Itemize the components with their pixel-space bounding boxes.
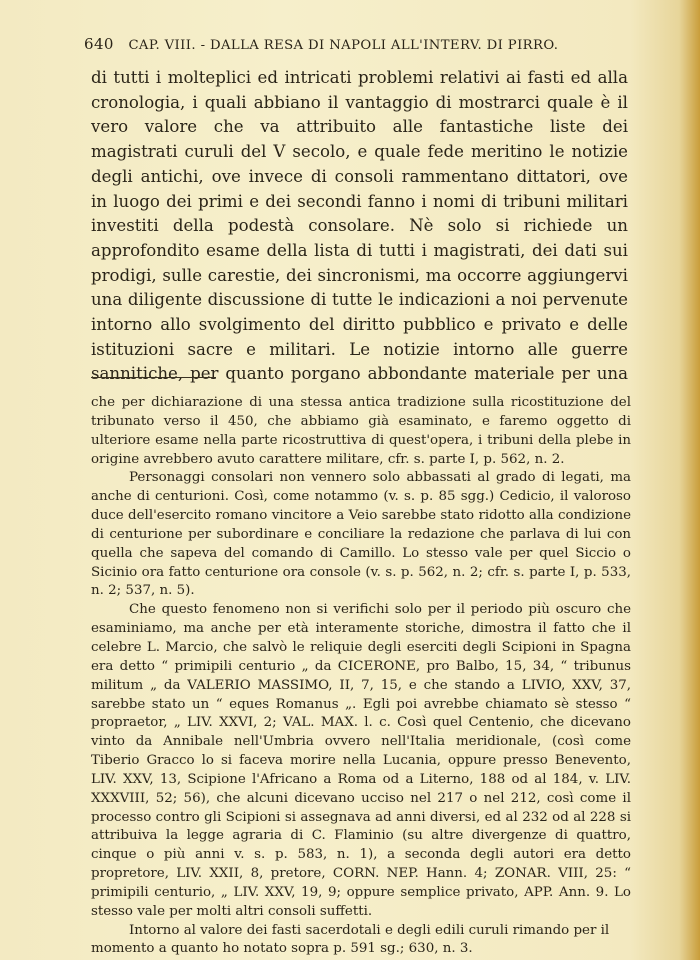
running-title: CAP. VIII. - DALLA RESA DI NAPOLI ALL'INTERV. DI PIRRO. bbox=[128, 38, 559, 53]
page-number: 640 bbox=[84, 35, 114, 53]
footnote-separator bbox=[91, 377, 216, 378]
footnote-paragraph: Personaggi consolari non vennero solo abbassati al grado di legati, ma anche di centurioni. Così, come notammo (v. s. p. 85 sgg.) Cedicio, il valoroso duce dell'esercito romano vincitore a Veio sarebbe stato ridotto alla condizione di centurione per subordinare e conciliare la redazione che parlava di lui con quella che sapeva del comando di Camillo. Lo stesso vale per quel Siccio o Sicinio ora fatto centurione ora console (v. s. p. 562, n. 2; cfr. s. parte I, p. 533, n. 2; 537, n. 5). bbox=[91, 470, 631, 599]
footnote-paragraph: Che questo fenomeno non si verifichi solo per il periodo più oscuro che esaminiamo, ma anche per età interamente storiche, dimostra il fatto che il celebre L. Marcio, che salvò le reliquie degli eserciti degli Scipioni in Spagna era detto “ primipili centurio „ da CICERONE, pro Balbo, 15, 34, “ tribunus militum „ da VALERIO MASSIMO, II, 7, 15, e che stando a LIVIO, XXV, 37, sarebbe stato un “ eques Romanus „. Egli poi avrebbe chiamato sè stesso “ propraetor, „ LIV. XXVI, 2; VAL. MAX. l. c. Così quel Centenio, che dicevano vinto da Annibale nell'Umbria ovvero nell'Italia meridionale, (così come Tiberio Gracco lo si faceva morire nella Lucania, oppure presso Benevento, LIV. XXV, 13, Scipione l'Africano a Roma od a Literno, 188 od al 184, v. LIV. XXXVIII, 52; 56), che alcuni dicevano ucciso nel 217 o nel 212, così come il processo contro gli Scipioni si assegnava ad anni diversi, ed al 232 od al 228 si attribuiva la legge agraria di C. Flaminio (su altre divergenze di quattro, cinque o più anni v. s. p. 583, n. 1), a seconda degli autori era detto propretore, LIV. XXII, 8, pretore, CORN. NEP. Hann. 4; ZONAR. VIII, 25: “ primipili centurio, „ LIV. XXV, 19, 9; oppure semplice privato, APP. Ann. 9. Lo stesso vale per molti altri consoli suffetti. bbox=[91, 602, 631, 919]
footnotes-block bbox=[91, 394, 631, 959]
running-header bbox=[84, 35, 644, 53]
footnote-paragraph: Intorno al valore dei fasti sacerdotali e degli edili curuli rimando per il momento a quanto ho notato sopra p. 591 sg.; 630, n. 3. bbox=[91, 922, 610, 957]
main-paragraph: di tutti i molteplici ed intricati problemi relativi ai fasti ed alla cronologia, i quali abbiano il vantaggio di mostrarci quale è il vero valore che va attribuito alle fantastiche liste dei magistrati curuli del V secolo, e quale fede meritino le notizie degli antichi, ove invece di consoli rammentano dittatori, ove in luogo dei primi e dei secondi fanno i nomi di tribuni militari investiti della podestà consolare. Nè solo si richiede un approfondito esame della lista di tutti i magistrati, dei dati sui prodigi, sulle carestie, dei sincronismi, ma occorre aggiungervi una diligente discussione di tutte le indicazioni a noi pervenute intorno allo svolgimento del diritto pubblico e privato e delle istituzioni sacre e militari. Le notizie intorno alle guerre sannitiche, per quanto porgano abbondante materiale per una bbox=[91, 68, 628, 384]
main-text-block bbox=[91, 66, 628, 387]
footnote-paragraph: che per dichiarazione di una stessa antica tradizione sulla ricostituzione del tribunato verso il 450, che abbiamo già esaminato, e faremo oggetto di ulteriore esame nella parte ricostruttiva di quest'opera, i tribuni della plebe in origine avrebbero avuto carattere militare, cfr. s. parte I, p. 562, n. 2. bbox=[91, 395, 631, 467]
